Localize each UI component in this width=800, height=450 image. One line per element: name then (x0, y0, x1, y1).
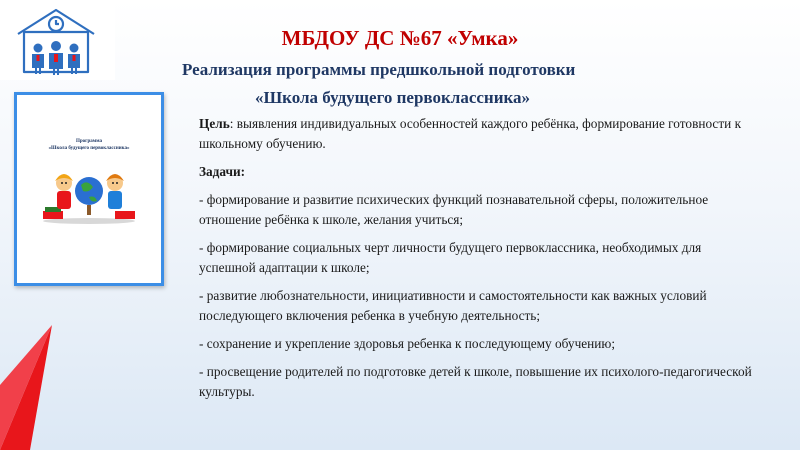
program-subtitle-line2: «Школа будущего первоклассника» (255, 88, 531, 107)
cover-program-title: «Школа будущего первоклассника» (48, 146, 130, 151)
page-title: МБДОУ ДС №67 «Умка» (281, 26, 519, 50)
goal-paragraph (199, 114, 759, 154)
program-cover-thumbnail (14, 92, 164, 286)
cover-program-text (17, 138, 161, 152)
program-subtitle-line1: Реализация программы предшкольной подготовки (182, 60, 576, 79)
cover-program-label: Программа (76, 139, 102, 144)
task-item: - формирование социальных черт личности будущего первоклассника, необходимых для успешной адаптации к школе; (199, 240, 702, 275)
children-globe-illustration (39, 161, 139, 225)
logo-panel (0, 0, 115, 80)
task-item: - развитие любознательности, инициативности и самостоятельности как важных условий последующего включения ребенка в учебную деятельность; (199, 288, 707, 323)
task-item: - просвещение родителей по подготовке детей к школе, повышение их психолого-педагогической культуры. (199, 364, 752, 399)
tasks-heading (199, 162, 759, 182)
decorative-red-shape (0, 325, 60, 450)
program-description (199, 114, 759, 410)
school-children-icon (12, 4, 100, 78)
task-item: - сохранение и укрепление здоровья ребенка к последующему обучению; (199, 336, 616, 351)
tasks-label: Задачи: (199, 164, 246, 179)
goal-text: : выявления индивидуальных особенностей каждого ребёнка, формирование готовности к школьному обучению. (199, 116, 742, 151)
task-item: - формирование и развитие психических функций познавательной сферы, положительное отношение ребёнка к школе, желания учиться; (199, 192, 709, 227)
goal-label: Цель (199, 116, 230, 131)
